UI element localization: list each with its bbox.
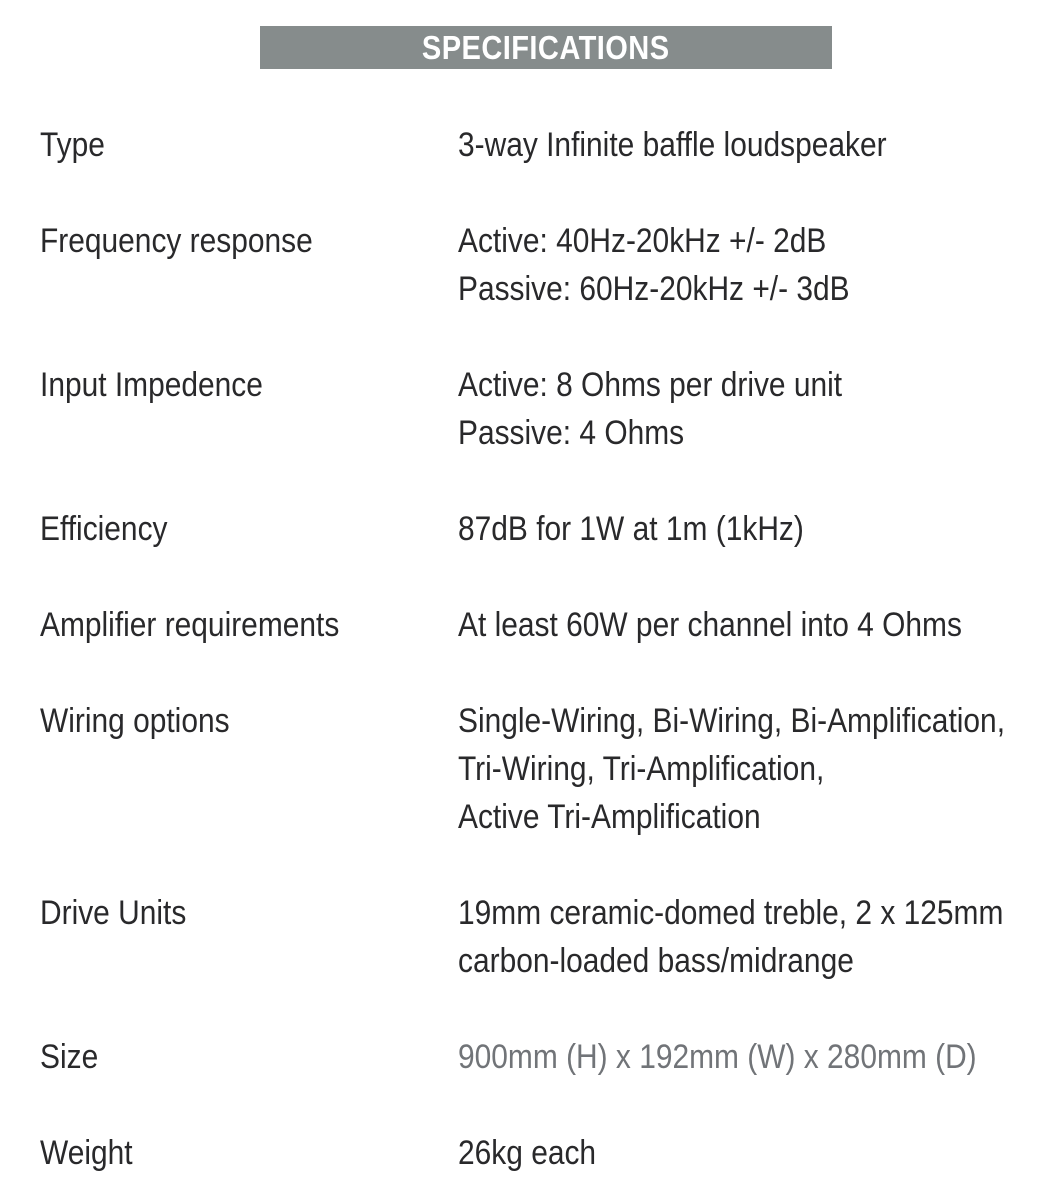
spec-label bbox=[40, 1033, 458, 1081]
spec-label-text: Weight bbox=[40, 1134, 133, 1172]
spec-value-line: Active: 40Hz-20kHz +/- 2dB bbox=[458, 222, 827, 260]
spec-row-weight bbox=[40, 1129, 1002, 1177]
specifications-title: SPECIFICATIONS bbox=[422, 28, 670, 66]
spec-row-drive-units bbox=[40, 889, 1002, 985]
spec-value-line: Active: 8 Ohms per drive unit bbox=[458, 366, 843, 404]
spec-value-line: Passive: 4 Ohms bbox=[458, 414, 685, 452]
spec-value-line: Single-Wiring, Bi-Wiring, Bi-Amplification, bbox=[458, 702, 1006, 740]
spec-label-text: Efficiency bbox=[40, 510, 168, 548]
spec-row-type bbox=[40, 121, 1002, 169]
spec-value-line: 26kg each bbox=[458, 1134, 597, 1172]
spec-value bbox=[458, 217, 1002, 313]
spec-value bbox=[458, 361, 1002, 457]
spec-label-text: Size bbox=[40, 1038, 99, 1076]
spec-label bbox=[40, 889, 458, 937]
spec-label bbox=[40, 505, 458, 553]
spec-label bbox=[40, 121, 458, 169]
spec-value bbox=[458, 1129, 1002, 1177]
spec-label bbox=[40, 217, 458, 265]
spec-label-text: Amplifier requirements bbox=[40, 606, 340, 644]
spec-label bbox=[40, 697, 458, 745]
spec-value-line: At least 60W per channel into 4 Ohms bbox=[458, 606, 962, 644]
spec-label bbox=[40, 361, 458, 409]
spec-label bbox=[40, 601, 458, 649]
spec-value-line: Tri-Wiring, Tri-Amplification, bbox=[458, 750, 825, 788]
spec-value-line: 3-way Infinite baffle loudspeaker bbox=[458, 126, 887, 164]
spec-value bbox=[458, 889, 1042, 985]
specifications-header-bar bbox=[260, 26, 832, 69]
spec-value-line: 900mm (H) x 192mm (W) x 280mm (D) bbox=[458, 1038, 977, 1076]
spec-value-line: 87dB for 1W at 1m (1kHz) bbox=[458, 510, 804, 548]
spec-table bbox=[40, 121, 1006, 1200]
spec-label bbox=[40, 1129, 458, 1177]
spec-row-efficiency bbox=[40, 505, 1002, 553]
spec-row-size bbox=[40, 1033, 1002, 1081]
spec-value bbox=[458, 601, 1031, 649]
spec-label-text: Input Impedence bbox=[40, 366, 263, 404]
spec-label-text: Wiring options bbox=[40, 702, 230, 740]
spec-value-line: Active Tri-Amplification bbox=[458, 798, 761, 836]
spec-label-text: Type bbox=[40, 126, 105, 164]
spec-row-wiring-options bbox=[40, 697, 1006, 841]
spec-row-frequency-response bbox=[40, 217, 1002, 313]
spec-value bbox=[458, 697, 1042, 841]
spec-row-amplifier-requirements bbox=[40, 601, 1002, 649]
spec-label-text: Drive Units bbox=[40, 894, 187, 932]
spec-value-line: carbon-loaded bass/midrange bbox=[458, 942, 854, 980]
spec-row-input-impedence bbox=[40, 361, 1002, 457]
spec-value bbox=[458, 1033, 1042, 1081]
spec-value-line: Passive: 60Hz-20kHz +/- 3dB bbox=[458, 270, 850, 308]
spec-value bbox=[458, 121, 1002, 169]
spec-value bbox=[458, 505, 1002, 553]
spec-value-line: 19mm ceramic-domed treble, 2 x 125mm bbox=[458, 894, 1004, 932]
spec-label-text: Frequency response bbox=[40, 222, 313, 260]
